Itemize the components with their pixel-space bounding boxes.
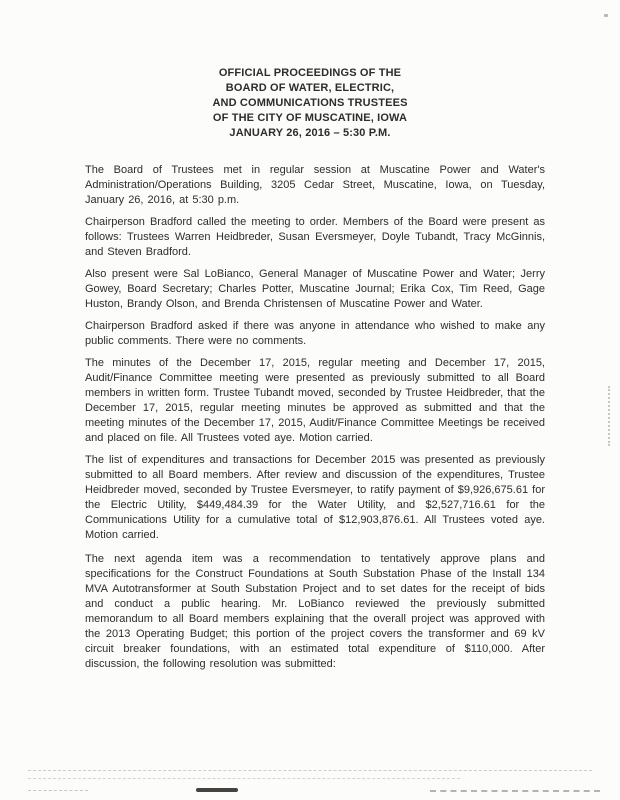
scan-edge-dots xyxy=(608,386,610,446)
paragraph-session-opening: The Board of Trustees met in regular session at Muscatine Power and Water's Administration/Operations Building, 3205 Cedar Street, Muscatine, Iowa, on Tuesday, January 26, 2016, at 5:30 p.m. xyxy=(85,164,545,206)
document-body xyxy=(85,163,545,672)
scan-dashed-line xyxy=(28,778,460,779)
page-title-line: AND COMMUNICATIONS TRUSTEES xyxy=(212,97,408,109)
paragraph-also-present: Also present were Sal LoBianco, General Manager of Muscatine Power and Water; Jerry Gowey, Board Secretary; Charles Potter, Muscatine Journal; Erika Cox, Tim Reed, Gage Huston, Brandy Olson, and Brenda Christensen of Muscatine Power and Water. xyxy=(85,268,545,310)
scan-dashed-line xyxy=(28,790,88,791)
scan-smudge xyxy=(196,788,238,792)
page-title-line: OFFICIAL PROCEEDINGS OF THE xyxy=(218,67,402,79)
page-title-line: OF THE CITY OF MUSCATINE, IOWA xyxy=(212,112,408,124)
paragraph-expenditures: The list of expenditures and transactions for December 2015 was presented as previously submitted to all Board members. After review and discussion of the expenditures, Trustee Heidbreder moved, seconded by Trustee Eversmeyer, to ratify payment of $9,926,675.61 for the Electric Utility, $449,484.39 for the Water Utility, and $2,527,716.61 for the Communications Utility for a cumulative total of $12,903,876.61. All Trustees voted aye. Motion carried. xyxy=(85,454,545,541)
page-title xyxy=(0,0,620,141)
page-title-line: JANUARY 26, 2016 – 5:30 P.M. xyxy=(229,127,391,139)
paragraph-minutes-approval: The minutes of the December 17, 2015, regular meeting and December 17, 2015, Audit/Finance Committee meeting were presented as previously submitted to all Board members in written form. Trustee Tubandt moved, seconded by Trustee Heidbreder, that the December 17, 2015, regular meeting minutes be approved as submitted and that the meeting minutes of the December 17, 2015, Audit/Finance Committee Meetings be received and placed on file. All Trustees voted aye. Motion carried. xyxy=(85,357,545,444)
scan-dashed-line xyxy=(430,790,600,792)
page-title-line: BOARD OF WATER, ELECTRIC, xyxy=(225,82,395,94)
scan-dashed-line xyxy=(28,770,592,771)
paragraph-call-to-order: Chairperson Bradford called the meeting to order. Members of the Board were present as follows: Trustees Warren Heidbreder, Susan Eversmeyer, Doyle Tubandt, Tracy McGinnis, and Steven Bradford. xyxy=(85,216,545,258)
paragraph-public-comments: Chairperson Bradford asked if there was anyone in attendance who wished to make any public comments. There were no comments. xyxy=(85,320,545,347)
paragraph-substation-project: The next agenda item was a recommendation to tentatively approve plans and specifications for the Construct Foundations at South Substation Phase of the Install 134 MVA Autotransformer at South Substation Project and to set dates for the receipt of bids and conduct a public hearing. Mr. LoBianco reviewed the previously submitted memorandum to all Board members explaining that the overall project was approved with the 2013 Operating Budget; this portion of the project covers the transformer and 69 kV circuit breaker foundations, with an estimated total expenditure of $110,000. After discussion, the following resolution was submitted: xyxy=(85,553,545,670)
